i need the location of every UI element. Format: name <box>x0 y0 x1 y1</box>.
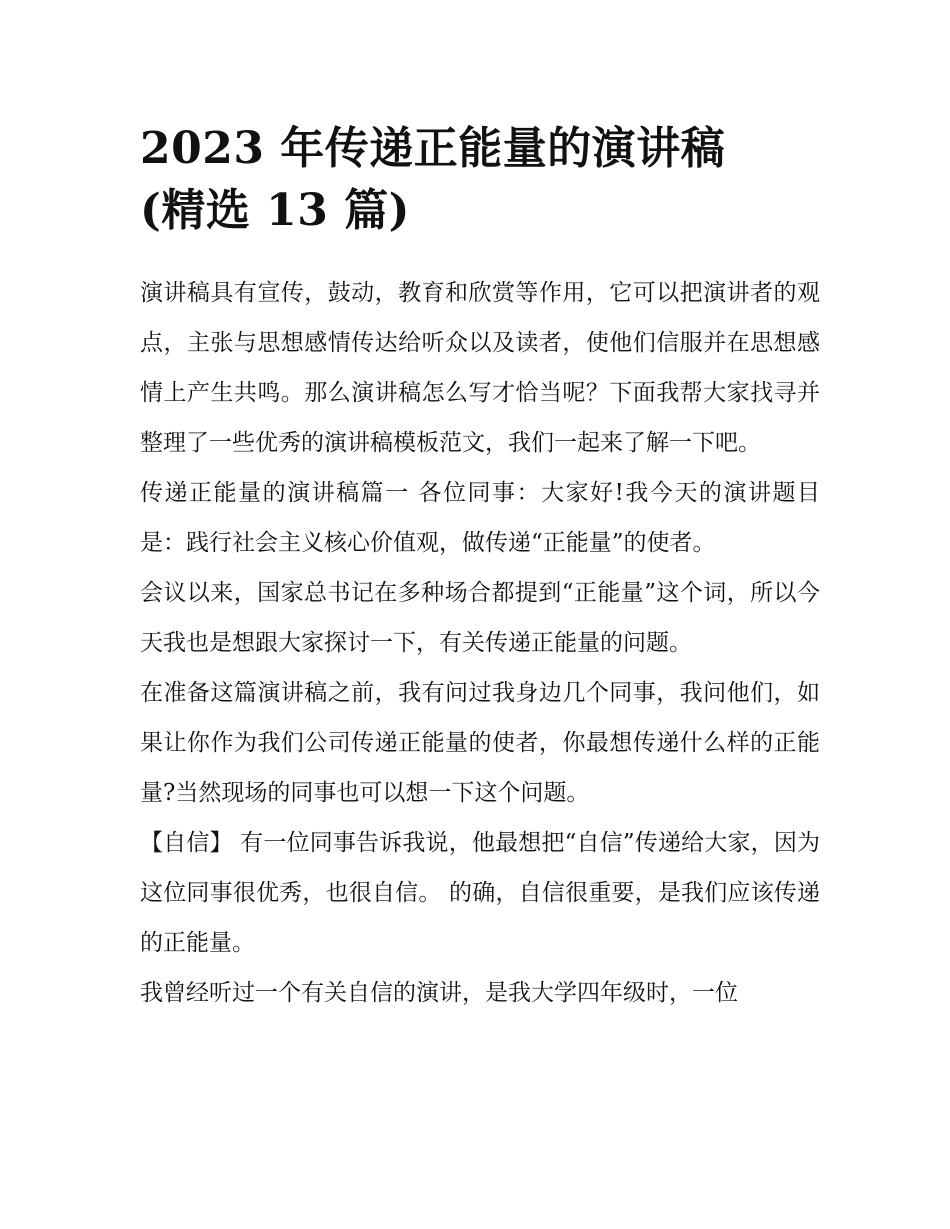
title-line-1: 2023 年传递正能量的演讲稿 <box>140 123 726 174</box>
paragraph-preparation: 在准备这篇演讲稿之前，我有问过我身边几个同事，我问他们，如果让你作为我们公司传递正能量的使者，你最想传递什么样的正能量?当然现场的同事也可以想一下这个问题。 <box>140 680 820 806</box>
paragraph-lecture: 我曾经听过一个有关自信的演讲，是我大学四年级时，一位 <box>140 980 738 1006</box>
paragraph-speech-opening: 传递正能量的演讲稿篇一 各位同事：大家好!我今天的演讲题目是：践行社会主义核心价值观，做传递“正能量”的使者。 <box>140 480 820 556</box>
paragraph-meeting: 会议以来，国家总书记在多种场合都提到“正能量”这个词，所以今天我也是想跟大家探讨一下，有关传递正能量的问题。 <box>140 580 820 656</box>
document-page <box>140 118 820 1018</box>
title-line-2: (精选 13 篇) <box>140 185 411 236</box>
title-spacing <box>140 242 820 268</box>
document-title <box>140 118 820 242</box>
paragraph-confidence: 【自信】 有一位同事告诉我说，他最想把“自信”传递给大家，因为这位同事很优秀，也很自信。 的确，自信很重要，是我们应该传递的正能量。 <box>140 830 820 956</box>
paragraph-intro: 演讲稿具有宣传，鼓动，教育和欣赏等作用，它可以把演讲者的观点，主张与思想感情传达给听众以及读者，使他们信服并在思想感情上产生共鸣。那么演讲稿怎么写才恰当呢？下面我帮大家找寻并整理了一些优秀的演讲稿模板范文，我们一起来了解一下吧。 <box>140 280 820 456</box>
